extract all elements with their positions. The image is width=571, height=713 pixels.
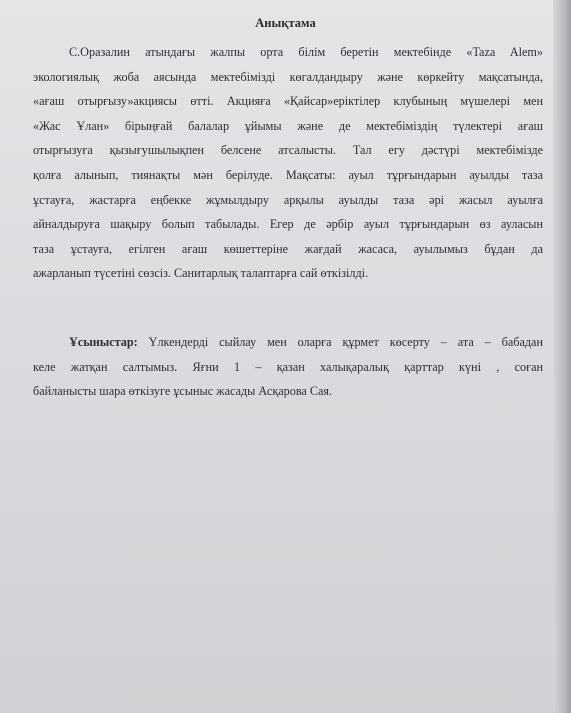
document-title: Анықтама (255, 16, 316, 30)
text-line: ажарланып түсетіні сөзсіз. Санитарлық талаптарға сай өткізілді. (33, 266, 369, 281)
text-line: «ағаш отырғызу»акциясы өтті. Акцияға «Қайсар»еріктілер клубының мүшелері мен (33, 94, 543, 109)
text-fragment: Үлкендерді сыйлау мен оларға құрмет көсерту – ата – бабадан (137, 335, 543, 349)
text-line: айналдыруға шақыру болып табылады. Егер де әрбір ауыл тұрғындарын өз ауласын (33, 217, 543, 232)
text-line: отырғызуға қызығушылықпен белсене атсалысты. Тал егу дәстүрі мектебімізде (33, 143, 543, 158)
text-line: байланысты шара өткізуге ұсыныс жасады Асқарова Сая. (33, 384, 333, 399)
text-line: экологиялық жоба аясында мектебімізді көгалдандыру және көркейту мақсатында, (33, 69, 543, 84)
text-line: таза ұстауға, егілген ағаш көшеттеріне жағдай жасаса, ауылымыз бұдан да (33, 241, 543, 256)
text-line: С.Оразалин атындағы жалпы орта білім беретін мектебінде «Taza Alem» (69, 45, 543, 59)
text-line: келе жатқан салтымыз. Яғни 1 – қазан халықаралық қарттар күні , соған (33, 359, 543, 374)
report-paragraph (33, 40, 543, 286)
recommendations-paragraph (33, 330, 543, 404)
recommendations-label: Ұсыныстар: (69, 335, 138, 349)
text-line: «Жас Ұлан» бірыңғай балалар ұйымы және де мектебіміздің түлектері ағаш (33, 118, 543, 133)
text-line: ұстауға, жастарға еңбекке жұмылдыру арқылы ауылды таза әрі жасыл ауылға (33, 192, 543, 207)
text-line (33, 330, 543, 355)
text-line: қолға алынып, тиянақты мән берілуде. Мақсаты: ауыл тұрғындарын ауылды таза (33, 167, 543, 182)
page-edge-shadow (553, 0, 571, 713)
